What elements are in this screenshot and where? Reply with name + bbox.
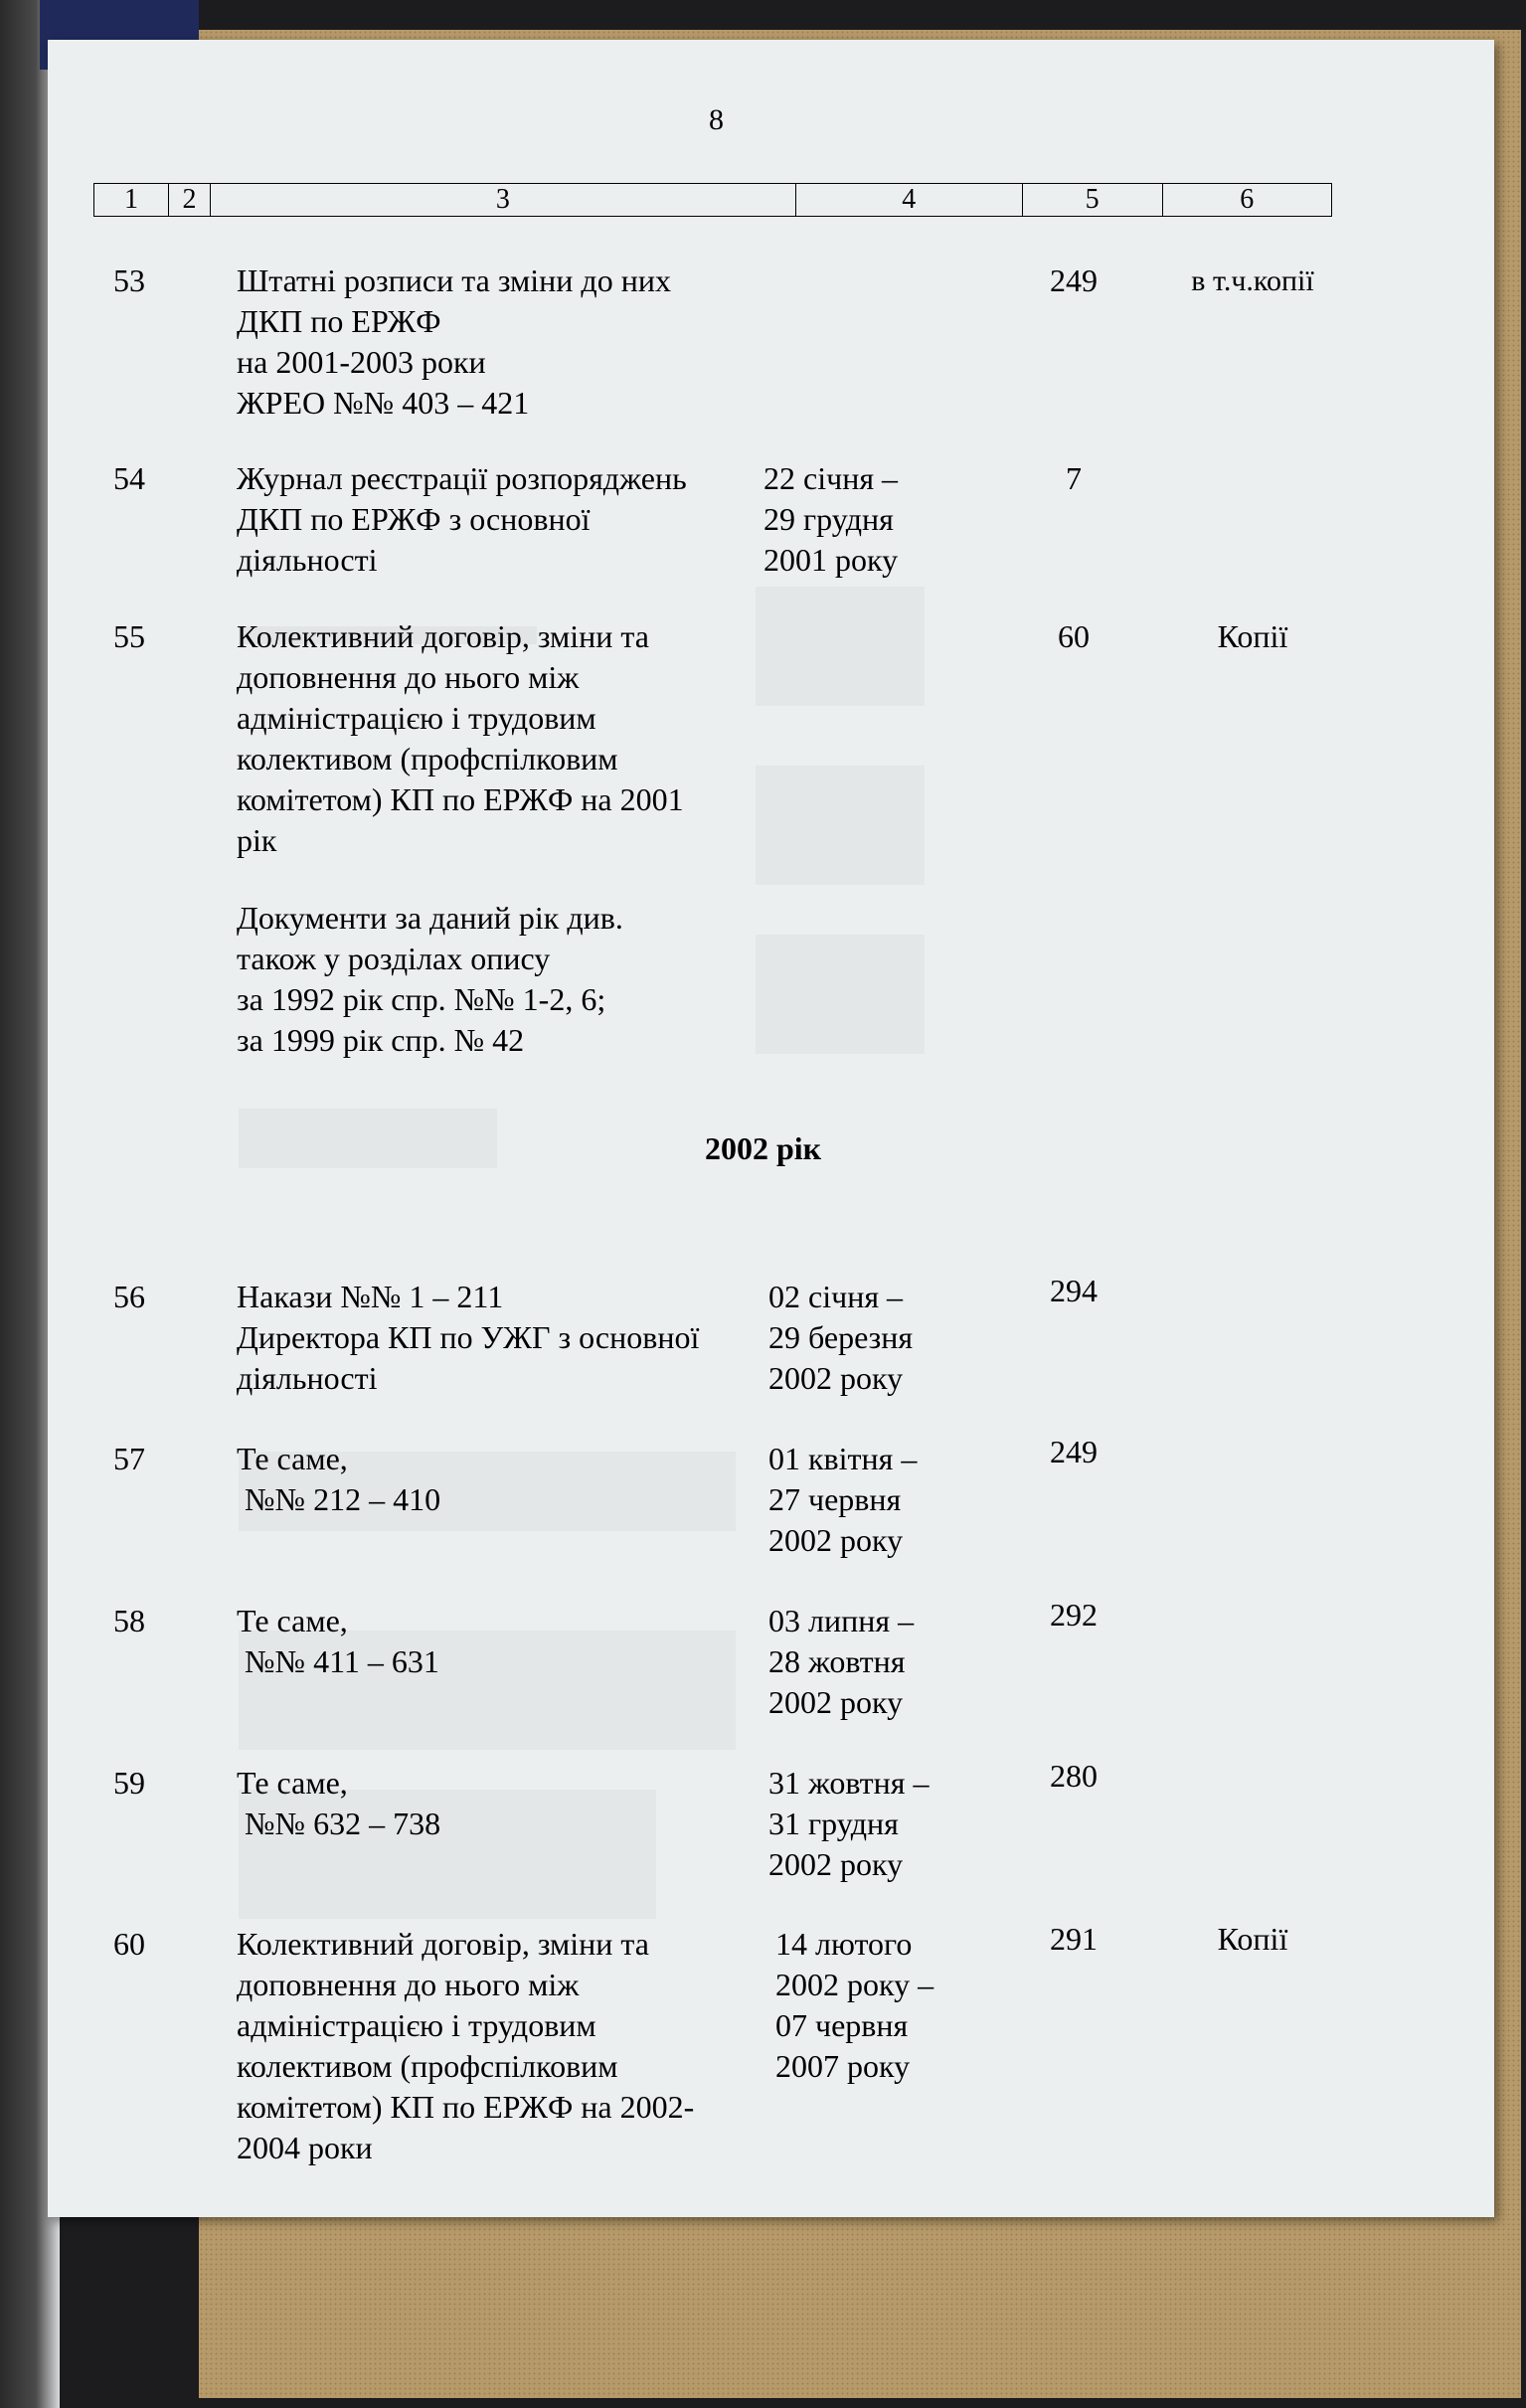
entry-dates bbox=[768, 1277, 997, 1399]
entry-number: 59 bbox=[113, 1765, 145, 1801]
entry-date-line: 02 січня – bbox=[768, 1279, 904, 1314]
entry-title-line: №№ 212 – 410 bbox=[237, 1481, 441, 1517]
entry-title-line: Те саме, bbox=[237, 1603, 348, 1638]
column-header: 6 bbox=[1240, 184, 1255, 215]
entry-number: 57 bbox=[113, 1441, 145, 1476]
entry-title bbox=[237, 1763, 773, 1844]
entry-title-line: Штатні розписи та зміни до них bbox=[237, 262, 671, 298]
entry-title-line: колективом (профспілковим bbox=[237, 741, 618, 776]
entry-title-line: ЖРЕО №№ 403 – 421 bbox=[237, 385, 530, 421]
cross-reference-note bbox=[237, 898, 773, 1061]
entry-title bbox=[237, 458, 773, 581]
entry-number: 55 bbox=[113, 618, 145, 654]
entry-number: 58 bbox=[113, 1603, 145, 1638]
entry-date-line: 31 грудня bbox=[768, 1806, 899, 1841]
entry-title bbox=[237, 1277, 773, 1399]
entry-title-line: №№ 632 – 738 bbox=[237, 1806, 441, 1841]
entry-date-line: 29 грудня bbox=[763, 501, 894, 537]
entry-title-line: ДКП по ЕРЖФ з основної bbox=[237, 501, 591, 537]
entry-sheet-count: 249 bbox=[1050, 1434, 1098, 1469]
entry-sheet-count: 291 bbox=[1050, 1921, 1098, 1957]
entry-sheet-count: 7 bbox=[1066, 460, 1082, 496]
entry-number: 53 bbox=[113, 262, 145, 298]
entry-title-line: доповнення до нього між bbox=[237, 1967, 580, 2002]
entry-title-line: адміністрацією і трудовим bbox=[237, 700, 596, 736]
entry-date-line: 07 червня bbox=[775, 2007, 909, 2043]
entry-title-line: комітетом) КП по ЕРЖФ на 2001 bbox=[237, 781, 684, 817]
entry-date-line: 2002 року – bbox=[775, 1967, 934, 2002]
entry-date-line: 22 січня – bbox=[763, 460, 899, 496]
column-header: 5 bbox=[1023, 184, 1163, 216]
entry-date-line: 2007 року bbox=[775, 2048, 911, 2084]
column-header-row bbox=[93, 183, 1332, 217]
cross-reference-line: за 1999 рік спр. № 42 bbox=[237, 1022, 525, 1058]
entry-date-line: 14 лютого bbox=[775, 1926, 913, 1962]
bleed-through-mark bbox=[756, 766, 925, 885]
entry-date-line: 01 квітня – bbox=[768, 1441, 918, 1476]
entry-date-line: 2002 року bbox=[768, 1360, 904, 1396]
entry-title-line: діяльності bbox=[237, 542, 378, 578]
entry-title-line: Те саме, bbox=[237, 1765, 348, 1801]
page-number: 8 bbox=[709, 103, 724, 136]
entry-number: 56 bbox=[113, 1279, 145, 1314]
entry-title-line: Журнал реєстрації розпоряджень bbox=[237, 460, 687, 496]
entry-title-line: колективом (профспілковим bbox=[237, 2048, 618, 2084]
entry-note: Копії bbox=[1217, 618, 1288, 654]
entry-title-line: №№ 411 – 631 bbox=[237, 1643, 439, 1679]
entry-title-line: 2004 роки bbox=[237, 2130, 373, 2165]
entry-dates bbox=[768, 1601, 997, 1723]
entry-note: Копії bbox=[1217, 1921, 1288, 1957]
cross-reference-line: також у розділах опису bbox=[237, 941, 551, 976]
entry-title-line: рік bbox=[237, 822, 277, 858]
entry-number: 60 bbox=[113, 1926, 145, 1962]
entry-title bbox=[237, 1601, 773, 1682]
entry-title bbox=[237, 260, 773, 424]
entry-title-line: Колективний договір, зміни та bbox=[237, 1926, 649, 1962]
entry-dates bbox=[768, 1763, 997, 1885]
bleed-through-mark bbox=[756, 587, 925, 706]
entry-title-line: Те саме, bbox=[237, 1441, 348, 1476]
entry-number: 54 bbox=[113, 460, 145, 496]
column-header: 3 bbox=[211, 184, 796, 216]
entry-date-line: 2002 року bbox=[768, 1846, 904, 1882]
entry-title-line: на 2001-2003 роки bbox=[237, 344, 486, 380]
year-section-heading: 2002 рік bbox=[704, 1130, 822, 1166]
entry-dates bbox=[768, 1439, 997, 1561]
entry-date-line: 03 липня – bbox=[768, 1603, 915, 1638]
entry-date-line: 31 жовтня – bbox=[768, 1765, 930, 1801]
entry-sheet-count: 249 bbox=[1050, 262, 1098, 298]
entry-date-line: 27 червня bbox=[768, 1481, 902, 1517]
entry-date-line: 28 жовтня bbox=[768, 1643, 906, 1679]
entry-dates bbox=[775, 1924, 1004, 2087]
entry-title-line: Колективний договір, зміни та bbox=[237, 618, 649, 654]
column-header: 2 bbox=[169, 184, 211, 216]
entry-title-line: комітетом) КП по ЕРЖФ на 2002- bbox=[237, 2089, 695, 2125]
entry-date-line: 2002 року bbox=[768, 1684, 904, 1720]
column-header: 1 bbox=[94, 184, 169, 216]
cross-reference-line: Документи за даний рік див. bbox=[237, 900, 623, 936]
entry-dates bbox=[763, 458, 992, 581]
entry-sheet-count: 280 bbox=[1050, 1758, 1098, 1794]
bleed-through-mark bbox=[756, 935, 925, 1054]
entry-title-line: діяльності bbox=[237, 1360, 378, 1396]
entry-title bbox=[237, 1924, 773, 2168]
entry-note: в т.ч.копії bbox=[1191, 264, 1314, 297]
entry-title-line: доповнення до нього між bbox=[237, 659, 580, 695]
entry-sheet-count: 292 bbox=[1050, 1597, 1098, 1633]
entry-date-line: 29 березня bbox=[768, 1319, 914, 1355]
entry-date-line: 2001 року bbox=[763, 542, 899, 578]
entry-sheet-count: 60 bbox=[1058, 618, 1090, 654]
column-header: 4 bbox=[796, 184, 1023, 216]
entry-title bbox=[237, 616, 773, 861]
cross-reference-line: за 1992 рік спр. №№ 1-2, 6; bbox=[237, 981, 606, 1017]
entry-date-line: 2002 року bbox=[768, 1522, 904, 1558]
entry-title-line: Накази №№ 1 – 211 bbox=[237, 1279, 504, 1314]
entry-title-line: ДКП по ЕРЖФ bbox=[237, 303, 441, 339]
entry-title bbox=[237, 1439, 773, 1520]
entry-title-line: Директора КП по УЖГ з основної bbox=[237, 1319, 700, 1355]
entry-sheet-count: 294 bbox=[1050, 1273, 1098, 1308]
entry-title-line: адміністрацією і трудовим bbox=[237, 2007, 596, 2043]
